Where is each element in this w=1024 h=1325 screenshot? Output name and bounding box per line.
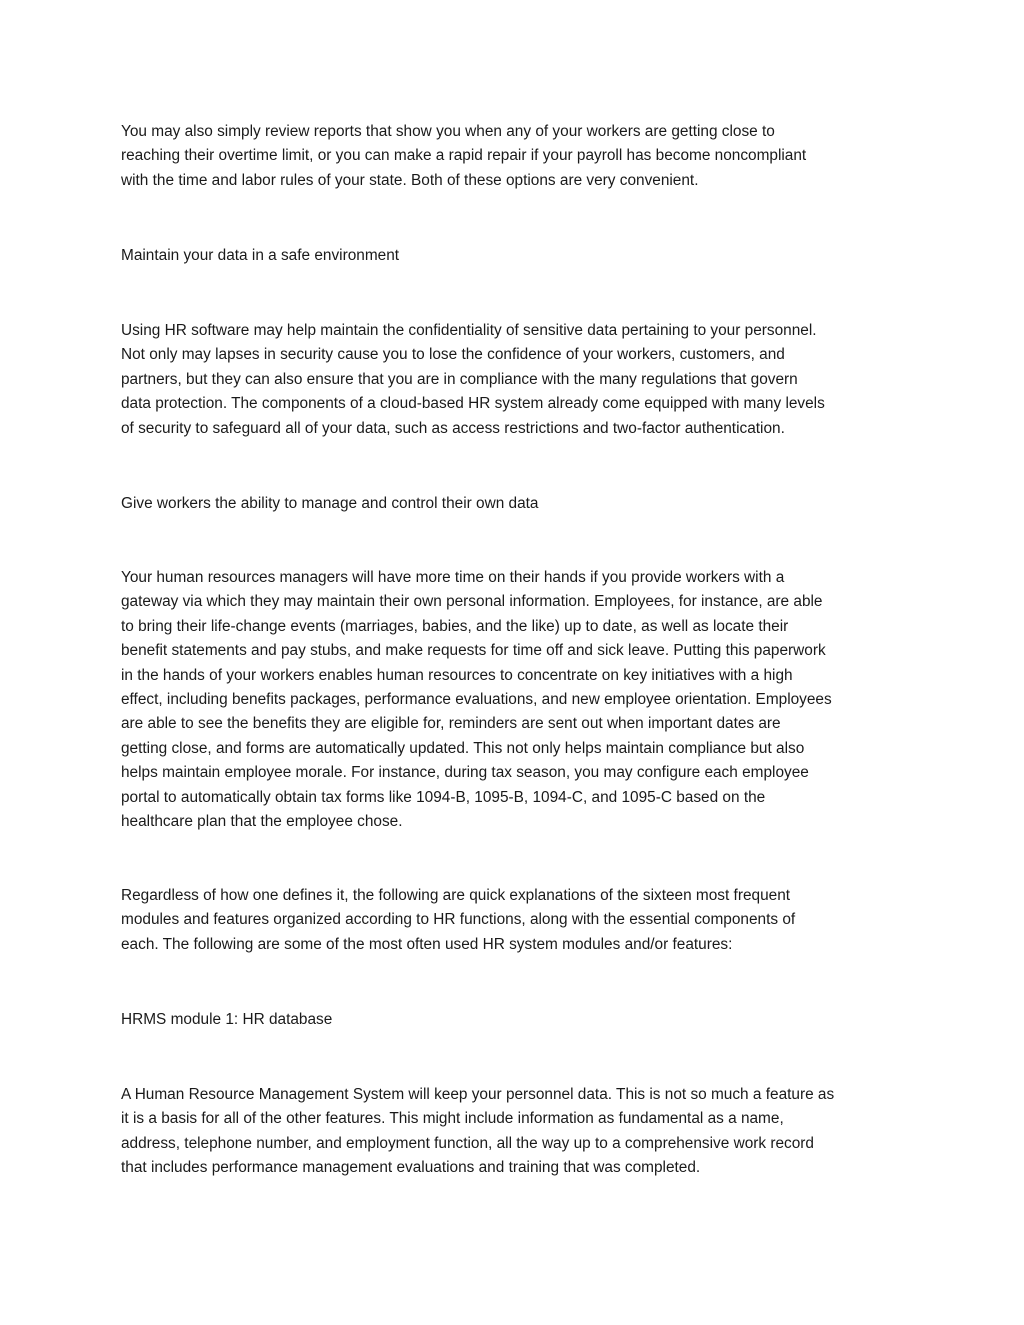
text-line: with the time and labor rules of your state. Both of these options are very convenient. (121, 171, 699, 189)
paragraph-modules-overview (121, 884, 911, 957)
text-line: healthcare plan that the employee chose. (121, 813, 403, 831)
text-line: to bring their life-change events (marriages, babies, and the like) up to date, as well as locate their (121, 617, 789, 635)
heading-text: HRMS module 1: HR database (121, 1011, 333, 1028)
text-line: modules and features organized according to HR functions, along with the essential components of (121, 911, 796, 929)
paragraph-overtime-reports (121, 120, 911, 193)
text-line: A Human Resource Management System will keep your personnel data. This is not so much a feature as (121, 1086, 835, 1103)
heading-text: Maintain your data in a safe environment (121, 247, 400, 264)
text-line: Your human resources managers will have more time on their hands if you provide workers with a (121, 569, 785, 586)
text-line: of security to safeguard all of your data, such as access restrictions and two-factor authentication. (121, 419, 785, 437)
text-line: You may also simply review reports that show you when any of your workers are getting close to (121, 123, 775, 140)
text-line: partners, but they can also ensure that you are in compliance with the many regulations that govern (121, 370, 798, 388)
heading-hr-database (121, 1008, 911, 1032)
paragraph-employee-portal (121, 566, 911, 834)
heading-safe-environment (121, 244, 911, 268)
text-line: gateway via which they may maintain their own personal information. Employees, for instance, are able (121, 593, 823, 611)
text-line: it is a basis for all of the other features. This might include information as fundamental as a name, (121, 1110, 784, 1128)
heading-worker-self-service (121, 492, 911, 516)
text-line: each. The following are some of the most often used HR system modules and/or features: (121, 935, 733, 953)
text-line: effect, including benefits packages, performance evaluations, and new employee orientation. Employees (121, 691, 832, 709)
text-line: that includes performance management evaluations and training that was completed. (121, 1159, 701, 1177)
text-line: in the hands of your workers enables human resources to concentrate on key initiatives with a high (121, 666, 793, 684)
text-line: are able to see the benefits they are eligible for, reminders are sent out when important dates are (121, 715, 781, 733)
text-line: Regardless of how one defines it, the following are quick explanations of the sixteen most frequent (121, 887, 791, 904)
heading-text: Give workers the ability to manage and control their own data (121, 495, 539, 512)
text-line: helps maintain employee morale. For instance, during tax season, you may configure each employee (121, 764, 809, 782)
text-line: data protection. The components of a cloud-based HR system already come equipped with many levels (121, 395, 825, 413)
text-line: reaching their overtime limit, or you can make a rapid repair if your payroll has become noncompliant (121, 147, 807, 165)
paragraph-hr-database (121, 1083, 911, 1181)
text-line: benefit statements and pay stubs, and make requests for time off and sick leave. Putting this paperwork (121, 642, 826, 660)
text-line: Using HR software may help maintain the confidentiality of sensitive data pertaining to your personnel. (121, 322, 817, 339)
text-line: Not only may lapses in security cause you to lose the confidence of your workers, customers, and (121, 346, 785, 364)
text-line: getting close, and forms are automatically updated. This not only helps maintain compliance but also (121, 739, 805, 757)
paragraph-data-security (121, 319, 911, 441)
text-line: portal to automatically obtain tax forms like 1094-B, 1095-B, 1094-C, and 1095-C based on the (121, 788, 766, 806)
text-line: address, telephone number, and employment function, all the way up to a comprehensive work record (121, 1134, 814, 1152)
